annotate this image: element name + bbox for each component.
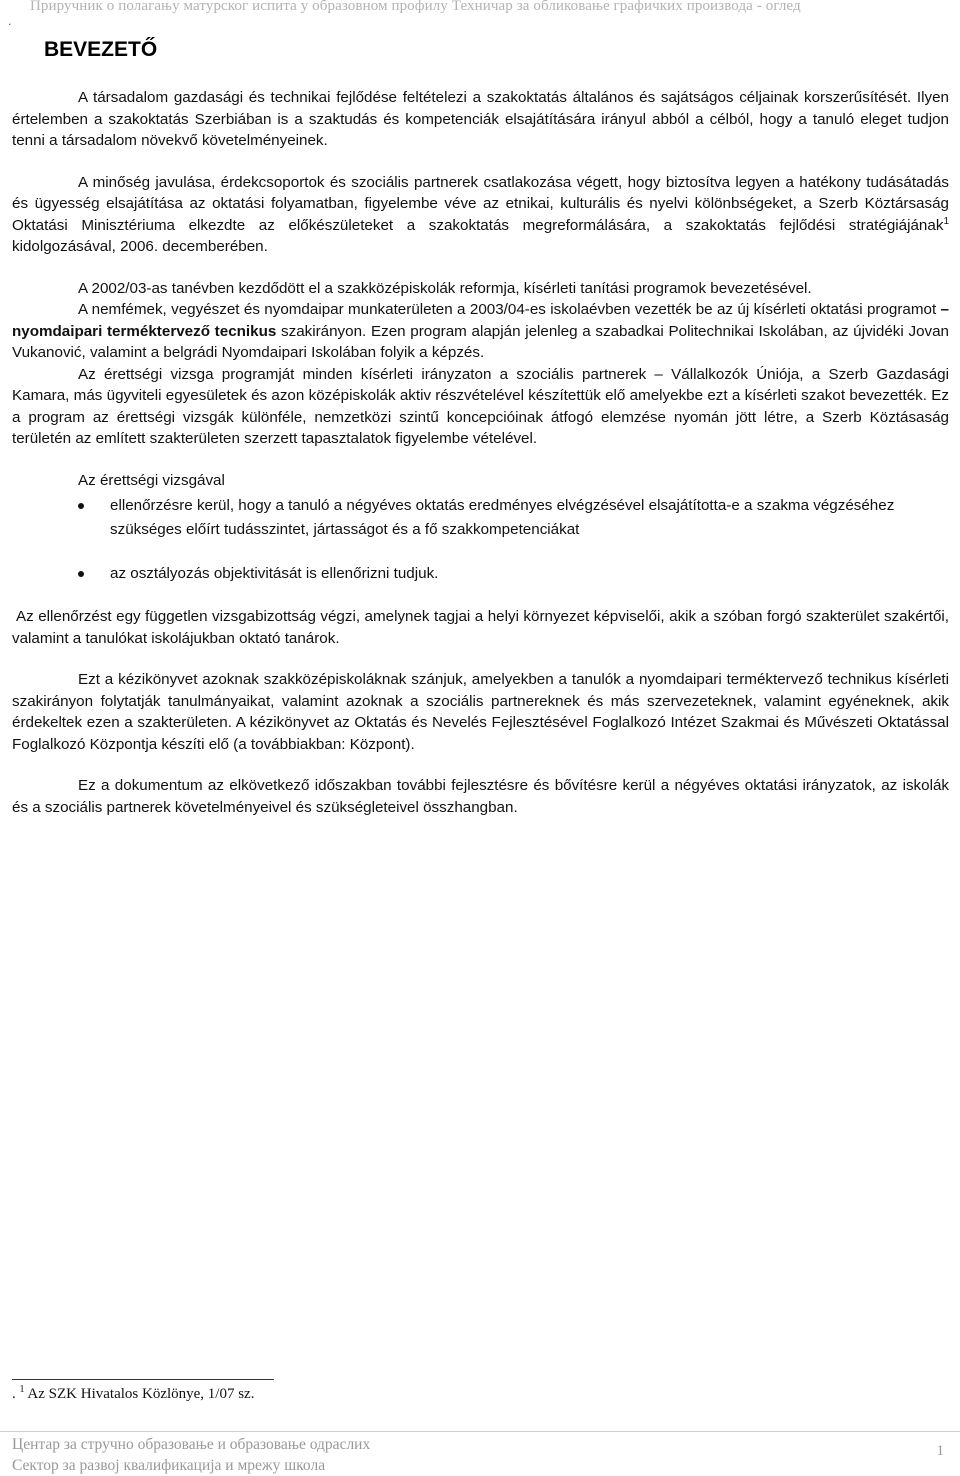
paragraph-6-intro: Az érettségi vizsgával — [78, 471, 225, 489]
list-item: ellenőrzésre kerül, hogy a tanuló a négyéves oktatás eredményes elvégzésével elsajátította-e a szakma végzéséhez szükséges előírt tudásszintet, jártasságot és a fő szakkompetenciákat — [110, 494, 949, 542]
footer-divider — [0, 1431, 960, 1432]
footnote: . $^1$ Az SZK Hivatalos Közlönye, 1/07 sz. — [12, 1384, 255, 1402]
section-title: BEVEZETŐ — [44, 38, 158, 61]
program-name: nyomdaipari terméktervező tecnikus — [12, 322, 277, 340]
paragraph-2: A minőség javulása, érdekcsoportok és szociális partnerek csatlakozása végett, hogy biztosítva legyen a hatékony tudásátadás és ügyesség elsajátítása az oktatási folyamatban, figyelembe véve az etnikai, kulturális és nyelvi kölönbségeket, a Szerb Köztársaság Oktatási Minisztériuma elkezdte az előkészületeket a szakoktatás megreformálására, a szakoktatás fejlődési stratégiájának$^1$ kidolgozásával, 2006. decemberében. — [12, 173, 949, 255]
running-header: Приручник о полагању матурског испита у образовном профилу Техничар за обликовање графичких производа - оглед — [30, 0, 801, 14]
paragraph-4: A nemfémek, vegyészet és nyomdaipar munkaterületen a 2003/04-es iskolaévben vezették be az új kísérleti oktatási programot – nyomdaipari terméktervező tecnikus szakirányon. Ezen program alapján jelenleg a szabadkai Politechnikai Iskolában, az újvidéki Jovan Vukanović, valamint a belgrádi Nyomdaipari Iskolában folyik a képzés. — [12, 301, 949, 361]
document-body — [12, 87, 949, 818]
bullet-list — [12, 494, 949, 586]
paragraph-3: A 2002/03-as tanévben kezdődött el a szakközépiskolák reformja, kísérleti tanítási programok bevezetésével. — [78, 279, 812, 297]
paragraph-8: Ezt a kézikönyvet azoknak szakközépiskoláknak szánjuk, amelyekben a tanulók a nyomdaipari terméktervező technikus kísérleti szakirányon folytatják tanulmányaikat, valamint azoknak a szociális partnereknek és más szervezeteknek, valamint egyéneknek, akik érdekeltek ezen a szakterületen. A kézikönyvet az Oktatás és Nevelés Fejlesztésével Foglalkozó Intézet Szakmai és Művészeti Oktatással Foglalkozó Központja készíti elő (a továbbiakban: Központ). — [12, 671, 949, 753]
paragraph-7: Az ellenőrzést egy független vizsgabizottság végzi, amelynek tagjai a helyi környezet képviselői, akik a szóban forgó szakterület szakértői, valamint a tanulókat iskolájukban oktató tanárok. — [12, 608, 949, 647]
paragraph-5: Az érettségi vizsga programját minden kísérleti irányzaton a szociális partnerek – Vállalkozók Úniója, a Szerb Gazdasági Kamara, más ügyviteli egyesületek és azon középiskolák aktiv részvételével készítettük elő amelyekbe ezt a kísérleti szakot bevezették. Ez a program az érettségi vizsgák különféle, nemzetközi szintű koncepcióinak átfogó elemzése nyomán jött létre, a Szerb Köztásaság területén az említett szakterületen szerzett tapasztalatok figyelembe vételével. — [12, 365, 949, 447]
page-mark: . — [8, 14, 12, 28]
bullet-icon — [78, 503, 84, 509]
footer-line-1: Центар за стручно образовање и образовање одраслих — [12, 1436, 371, 1453]
bullet-icon — [78, 571, 84, 577]
list-item: az osztályozás objektivitását is ellenőrizni tudjuk. — [110, 562, 949, 586]
page-footer — [12, 1434, 370, 1476]
footnote-separator — [12, 1379, 274, 1380]
footer-line-2: Сектор за развој квалификација и мрежу школа — [12, 1457, 326, 1474]
page-number: 1 — [936, 1443, 944, 1459]
paragraph-9: Ez a dokumentum az elkövetkező időszakban további fejlesztésre és bővítésre kerül a négyéves oktatási irányzatok, az iskolák és a szociális partnerek követelményeivel és szükségleteivel összhangban. — [12, 777, 949, 816]
paragraph-1: A társadalom gazdasági és technikai fejlődése feltételezi a szakoktatás általános és sajátságos céljainak korszerűsítését. Ilyen értelemben a szakoktatás Szerbiában is a szaktudás és kompetenciák elsajátítására irányul abból a célból, hogy a tanuló eleget tudjon tenni a társadalom növekvő követelményeinek. — [12, 89, 949, 149]
footnote-ref: 1 — [943, 215, 949, 227]
